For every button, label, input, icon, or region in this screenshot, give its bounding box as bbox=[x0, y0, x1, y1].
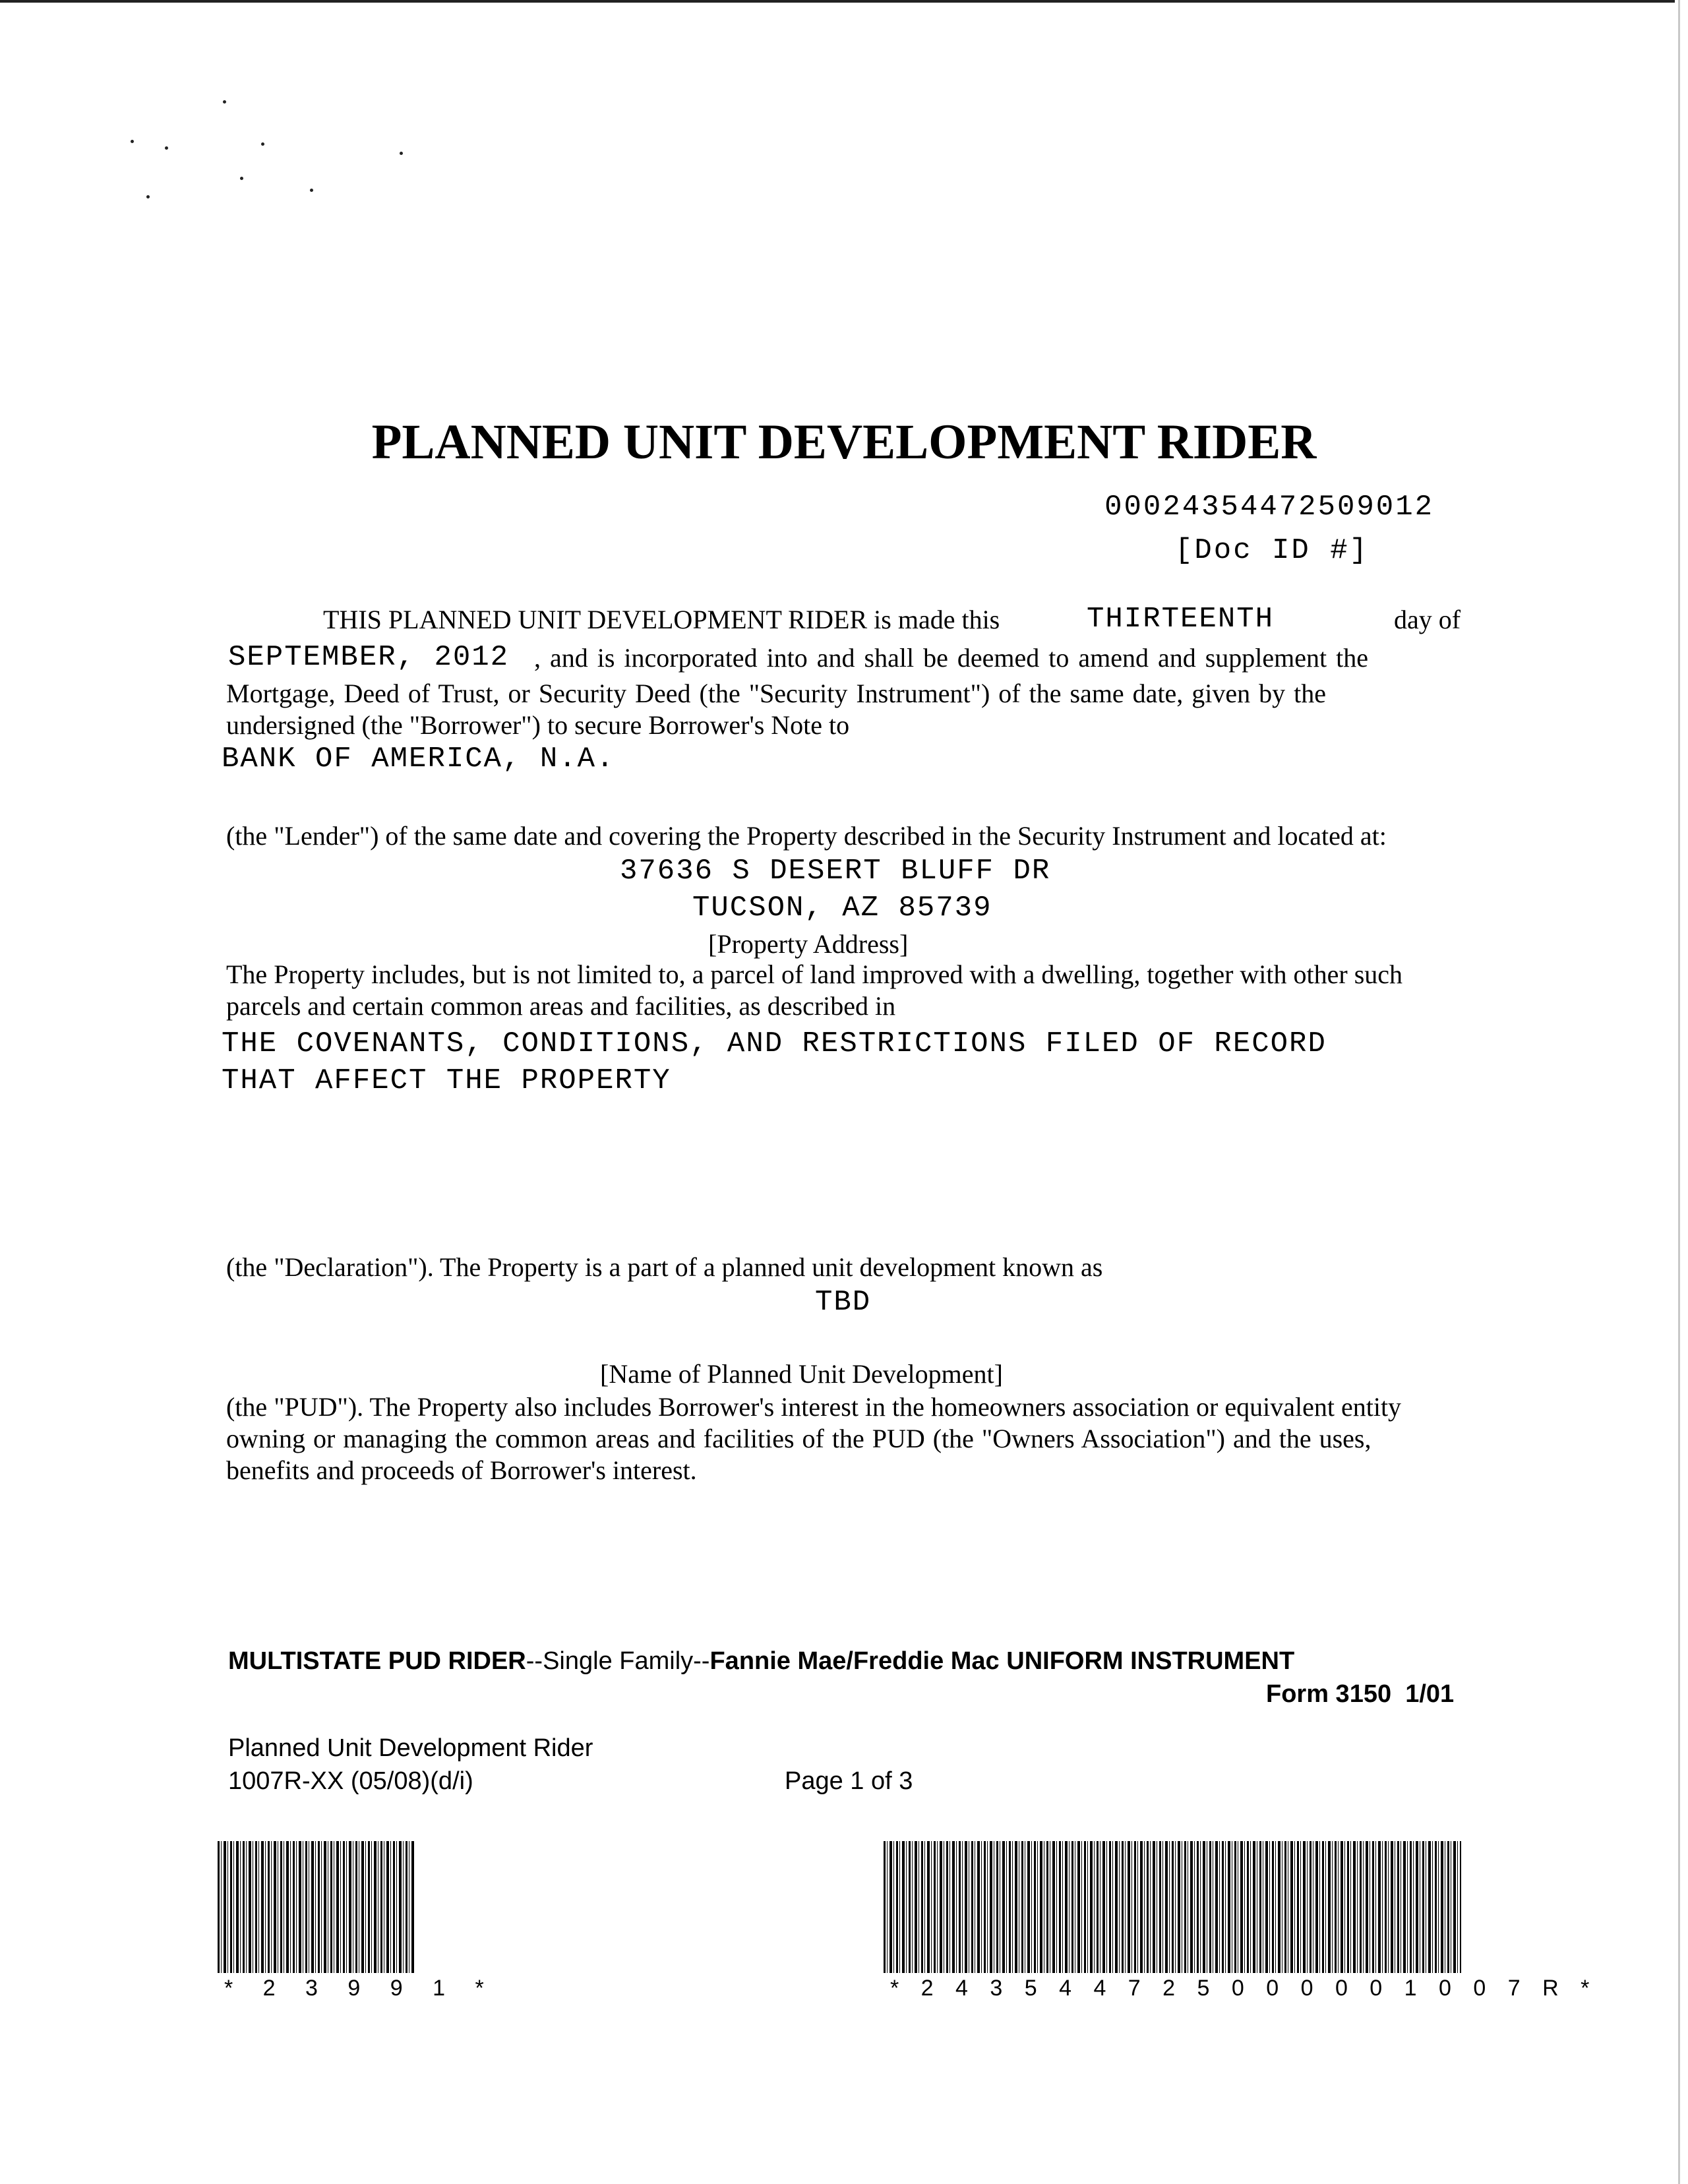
barcode-right-text: * 2 4 3 5 4 4 7 2 5 0 0 0 0 0 1 0 0 7 R * bbox=[890, 1976, 1598, 2001]
pud-desc-line3: benefits and proceeds of Borrower's interest. bbox=[226, 1455, 697, 1485]
barcode-left-text: * 2 3 9 9 1 * bbox=[224, 1976, 496, 2001]
top-border-line bbox=[0, 0, 1675, 3]
intro-line2-text: , and is incorporated into and shall be deemed to amend and supplement the bbox=[534, 643, 1368, 673]
pud-desc-line1: (the "PUD"). The Property also includes Borrower's interest in the homeowners association or equivalent entity bbox=[226, 1392, 1402, 1422]
property-address-line1: 37636 S DESERT BLUFF DR bbox=[620, 855, 1051, 888]
doc-id-label: [Doc ID #] bbox=[1175, 534, 1370, 567]
footer-rider-title bbox=[228, 1647, 1294, 1676]
scan-edge-line bbox=[1678, 0, 1680, 2184]
covenants-line2: THAT AFFECT THE PROPERTY bbox=[222, 1064, 671, 1097]
property-desc-line1: The Property includes, but is not limited to, a parcel of land improved with a dwelling, together with other such bbox=[226, 959, 1403, 989]
intro-line3-text: Mortgage, Deed of Trust, or Security Deed (the "Security Instrument") of the same date, given by the bbox=[226, 679, 1327, 708]
lender-clause-text: (the "Lender") of the same date and covering the Property described in the Security Instrument and located at: bbox=[226, 821, 1387, 851]
footer-form-number: Form 3150 1/01 bbox=[1266, 1680, 1455, 1708]
footer-rider-normal: --Single Family-- bbox=[526, 1647, 710, 1675]
lender-name-value: BANK OF AMERICA, N.A. bbox=[222, 743, 615, 775]
scan-speck bbox=[240, 177, 243, 180]
scan-speck bbox=[131, 140, 134, 143]
document-title: PLANNED UNIT DEVELOPMENT RIDER bbox=[371, 415, 1317, 470]
pud-desc-line2: owning or managing the common areas and facilities of the PUD (the "Owners Association") and the uses, bbox=[226, 1424, 1372, 1453]
scan-speck bbox=[310, 189, 313, 192]
declaration-text: (the "Declaration"). The Property is a part of a planned unit development known as bbox=[226, 1252, 1103, 1282]
intro-line4-text: undersigned (the "Borrower") to secure Borrower's Note to bbox=[226, 710, 850, 740]
scan-speck bbox=[223, 100, 226, 104]
footer-page-label: Page 1 of 3 bbox=[785, 1767, 913, 1795]
footer-form-name: Planned Unit Development Rider bbox=[228, 1734, 593, 1762]
intro-month-year-value: SEPTEMBER, 2012 bbox=[228, 641, 510, 674]
property-desc-line2: parcels and certain common areas and facilities, as described in bbox=[226, 991, 896, 1021]
covenants-line1: THE COVENANTS, CONDITIONS, AND RESTRICTIONS FILED OF RECORD bbox=[222, 1027, 1327, 1060]
document-number: 00024354472509012 bbox=[1104, 491, 1434, 524]
pud-name-value: TBD bbox=[815, 1286, 872, 1319]
intro-text-start: THIS PLANNED UNIT DEVELOPMENT RIDER is made this bbox=[323, 605, 1000, 634]
property-address-label: [Property Address] bbox=[708, 929, 909, 959]
footer-rider-bold-2: Fannie Mae/Freddie Mac UNIFORM INSTRUMENT bbox=[709, 1647, 1295, 1675]
scan-speck bbox=[400, 152, 403, 155]
barcode-right bbox=[884, 1841, 1461, 1973]
intro-day-value: THIRTEENTH bbox=[1087, 603, 1275, 636]
property-address-line2: TUCSON, AZ 85739 bbox=[692, 892, 992, 925]
scan-speck bbox=[146, 195, 150, 198]
scan-speck bbox=[165, 146, 168, 150]
intro-day-of: day of bbox=[1394, 605, 1461, 634]
barcode-left bbox=[218, 1841, 415, 1973]
footer-form-code: 1007R-XX (05/08)(d/i) bbox=[228, 1767, 473, 1795]
scan-speck bbox=[261, 142, 264, 146]
pud-name-label: [Name of Planned Unit Development] bbox=[600, 1359, 1003, 1389]
footer-rider-bold-1: MULTISTATE PUD RIDER bbox=[228, 1647, 526, 1675]
